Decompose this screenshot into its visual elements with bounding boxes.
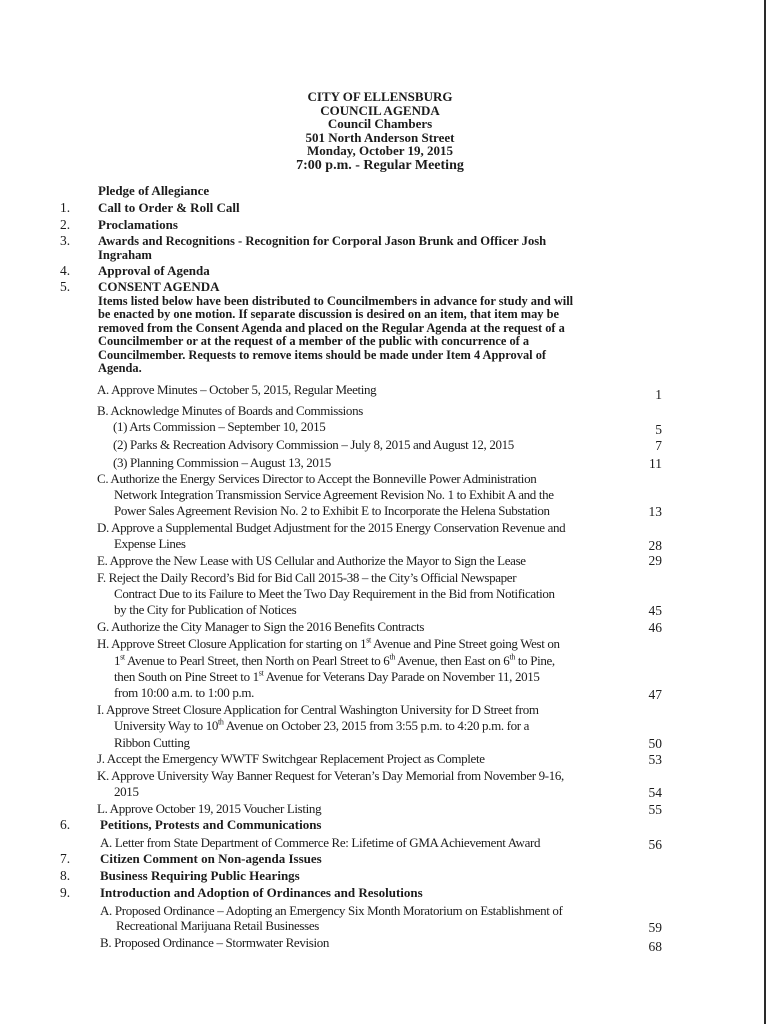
page-edge-line <box>764 0 766 1024</box>
city-name: CITY OF ELLENSBURG <box>307 89 453 104</box>
agenda-header <box>230 90 530 173</box>
agenda-title: COUNCIL AGENDA <box>320 102 440 118</box>
meeting-address: 501 North Anderson Street <box>305 129 455 145</box>
meeting-venue: Council Chambers <box>327 116 433 131</box>
consent-agenda-description: Items listed below have been distributed to Councilmembers in advance for study and will be enacted by one motion. If separate discussion is desired on an item, that item may be removed from the Consent Agenda and placed on the Regular Agenda at the request of a Councilmember or at the request of a member of the public with concurrence of a Councilmember. Requests to remove items should be made under Item 4 Approval of Agenda. <box>98 294 574 376</box>
meeting-date: Monday, October 19, 2015 <box>306 143 453 158</box>
meeting-time: 7:00 p.m. - Regular Meeting <box>296 157 464 173</box>
